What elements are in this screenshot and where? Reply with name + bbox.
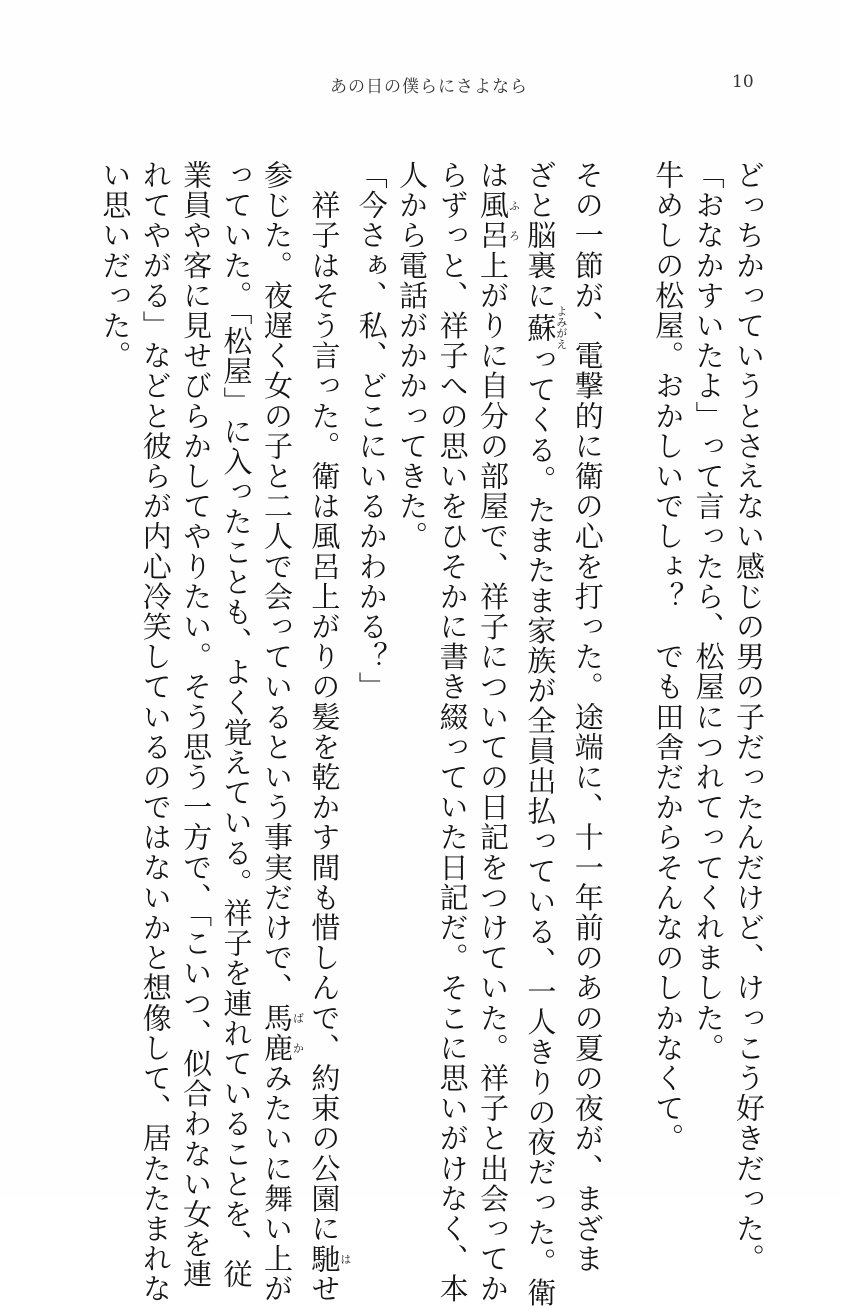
ruby-annotation: 馬鹿ばか bbox=[259, 1002, 305, 1064]
ruby-annotation: 風呂ふろ bbox=[475, 190, 521, 251]
page-number: 10 bbox=[732, 72, 754, 92]
text-line: 祥子はそう言った。衛は風呂上がりの髪を乾かす間も惜しんで、約束の公園に馳はせ bbox=[307, 160, 352, 1304]
body-text bbox=[95, 160, 769, 1308]
text-line: れてやがる」などと彼らが内心冷笑しているのではないかと想像して、居たたまれな bbox=[138, 160, 173, 1304]
ruby-annotation: 蘇よみがえ bbox=[523, 305, 568, 350]
text-line: その一節が、電撃的に衛の心を打った。途端に、十一年前のあの夏の夜が、まざま bbox=[570, 160, 605, 1274]
text-line: 「おなかすいたよ」って言ったら、松屋につれてってくれました。 bbox=[691, 160, 726, 1063]
text-line: 業員や客に見せびらかしてやりたい。そう思う一方で、「こいつ、似合わない女を連 bbox=[179, 160, 214, 1290]
text-line: 人から電話がかかってきた。 bbox=[395, 160, 430, 552]
text-line: っていた。「松屋」に入ったことも、よく覚えている。祥子を連れていることを、従 bbox=[219, 160, 254, 1290]
paragraph-gap bbox=[608, 160, 648, 1150]
text-line: 牛めしの松屋。おかしいでしょ？ でも田舎だからそんなのしかなくて。 bbox=[651, 160, 686, 1154]
ruby-annotation: 馳は bbox=[307, 1243, 352, 1274]
text-line: らずっと、祥子への思いをひそかに書き綴っていた日記だ。そこに思いがけなく、本 bbox=[435, 160, 470, 1304]
dialogue-line: 「今さぁ、私、どこにいるかわかる？」 bbox=[354, 160, 389, 702]
running-title: あの日の僕らにさよなら bbox=[330, 77, 528, 97]
text-line: は風呂ふろ上がりに自分の部屋で、祥子についての日記をつけていた。祥子と出会ってか bbox=[475, 160, 521, 1304]
text-line: 参じた。夜遅く女の子と二人で会っているという事実だけで、馬鹿ばかみたいに舞い上が bbox=[259, 160, 305, 1304]
text-line: い思いだった。 bbox=[98, 160, 133, 371]
text-line: ざと脳裏に蘇よみがえってくる。たまたま家族が全員出払っている、一人きりの夜だった。衛 bbox=[523, 160, 568, 1308]
text-line: どっちかっていうとさえない感じの男の子だったんだけど、けっこう好きだった。 bbox=[732, 160, 766, 1274]
